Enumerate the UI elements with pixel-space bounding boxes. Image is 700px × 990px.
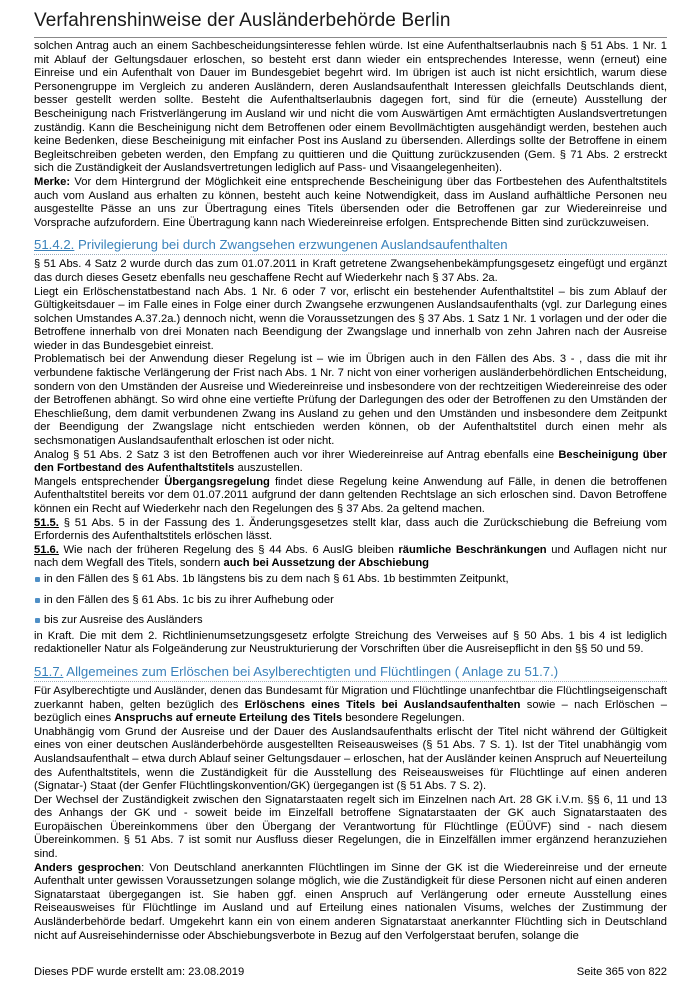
merke-label: Merke:	[34, 175, 71, 188]
section-ref-51-5: 51.5.	[34, 516, 59, 529]
paragraph: solchen Antrag auch an einem Sachbescheidungsinteresse fehlen würde. Ist eine Aufenthaltserlaubnis nach § 51 Abs. 1 Nr. 1 mit Ablauf der Geltungsdauer erloschen, so besteht erst dann wieder ein entsprechendes Interesse, wenn (erneut) eine Einreise und ein Aufenthalt von Dauer im Bundesgebiet begehrt wird. Im übrigen ist auch ist nicht ersichtlich, warum diese Personengruppe im Vergleich zu anderen Ausländern, deren Auslandsaufenthalt Interessen gleichfalls Deutschlands dient, besser gestellt werden sollte. Besteht die Aufenthaltserlaubnis dagegen fort, sind für die (erneute) Ausstellung der Bescheinigung nach Fristverlängerung im Ausland wir und nicht die vom Auswärtigen Amt ermächtigten Auslandsvertretungen zuständig. Kann die Bescheinigung nicht dem Betroffenen oder einem Bevollmächtigten ausgehändigt werden, bestehen auch keine Bedenken, diese Bescheinigung mit einfacher Post ins Ausland zu übersenden. Allerdings sollte der Betroffene in einem Begleitschreiben gebeten werden, den Empfang zu quittieren und die Quittung zurückzusenden (Gem. § 71 Abs. 2 erstreckt sich die Zuständigkeit der Auslandsvertretungen lediglich auf Pass- und Visaangelegenheiten).	[34, 40, 667, 175]
bullet-icon	[35, 577, 40, 582]
paragraph: Problematisch bei der Anwendung dieser Regelung ist – wie im Übrigen auch in den Fällen des Abs. 3 - , dass die mit ihr verbundene faktische Verlängerung der Frist nach Abs. 1 Nr. 7 nicht von einer vorherigen ausländerbehördlichen Entscheidung, sondern von den Umständen der Ausreise und Wiedereinreise und insbesondere von der rechtzeitigen Wiedereinreise des oder der Betroffenen abhängt. So wird ohne eine vertiefte Prüfung der Darlegungen des oder der Betroffenen zu den Umständen der Eheschließung, dem damit verbundenen Zwang ins Ausland zu gehen und den Umständen und insbesondere dem Zeitpunkt der Beendigung der Zwangslage nicht entschieden werden können, ob der Aufenthaltstitel durch einen mehr als sechsmonatigen Auslandsaufenthalt erloschen ist oder nicht.	[34, 353, 667, 448]
section-heading-51-4-2: 51.4.2. Privilegierung bei durch Zwangsehen erzwungenen Auslandsaufenthalten	[34, 236, 667, 255]
list-item: bis zur Ausreise des Ausländers	[34, 614, 667, 628]
bullet-list	[34, 573, 667, 628]
footer-page-number: Seite 365 von 822	[576, 966, 667, 978]
paragraph: Liegt ein Erlöschenstatbestand nach Abs. 1 Nr. 6 oder 7 vor, erlischt ein bestehender Aufenthaltstitel – bis zum Ablauf der Gültigkeitsdauer – im Falle eines in Folge einer durch Zwangsehe erzwungenen Auslandsaufenthalts (vgl. zur Darlegung eines solchen Umstandes A.37.2a.) dennoch nicht, wenn die Voraussetzungen des § 37 Abs. 1 Satz 1 Nr. 1 vorlagen und der oder die Betroffene innerhalb von drei Monaten nach Beendigung der Zwangslage und innerhalb von zehn Jahren nach der Ausreise wieder in das Bundesgebiet einreist.	[34, 285, 667, 352]
bullet-icon	[35, 618, 40, 623]
bullet-icon	[35, 598, 40, 603]
paragraph: Mangels entsprechender Übergangsregelung findet diese Regelung keine Anwendung auf Fälle, in denen die betroffenen Aufenthaltstitel bereits vor dem 01.07.2011 aufgrund der dann geltenden Rechtslage an sich erloschen sind. Davon Betroffene können ein Recht auf Wiederkehr nach den Regelungen des § 37 Abs. 2a geltend machen.	[34, 475, 667, 515]
paragraph: in Kraft. Die mit dem 2. Richtlinienumsetzungsgesetz erfolgte Streichung des Verweises auf § 50 Abs. 1 bis 4 ist lediglich redaktioneller Natur als Folgeänderung zur Neustrukturierung der Vorschriften über die Ausreisepflicht in den §§ 50 und 59.	[34, 629, 667, 656]
section-ref-51-6: 51.6.	[34, 543, 59, 556]
paragraph: 51.6. Wie nach der früheren Regelung des § 44 Abs. 6 AuslG bleiben räumliche Beschränkungen und Auflagen nicht nur nach dem Wegfall des Titels, sondern auch bei Aussetzung der Abschiebung	[34, 543, 668, 570]
paragraph: § 51 Abs. 4 Satz 2 wurde durch das zum 01.07.2011 in Kraft getretene Zwangsehenbekämpfungsgesetz eingefügt und ergänzt das durch dieses Gesetz ebenfalls neu geschaffene Recht auf Wiederkehr nach § 37 Abs. 2a.	[34, 258, 667, 284]
section-heading-51-7: 51.7. Allgemeines zum Erlöschen bei Asylberechtigten und Flüchtlingen ( Anlage zu 51.7.)	[34, 663, 667, 682]
page-header-title: Verfahrenshinweise der Ausländerbehörde Berlin	[34, 10, 667, 38]
annex-link[interactable]: Anlage zu 51.7.	[462, 663, 554, 679]
paragraph: Anders gesprochen: Von Deutschland anerkannten Flüchtlingen im Sinne der GK ist die Wiedereinreise und der erneute Aufenthalt unter gewissen Voraussetzungen solange möglich, wie die Zuständigkeit für diese Personen nicht auf einen anderen Signatarstaat übergegangen ist. Sie haben ggf. einen Anspruch auf Verlängerung oder erneute Ausstellung eines Reiseausweises für Flüchtlinge im Ausland und auf Erteilung eines nationalen Visums, welches der Zustimmung der Ausländerbehörde bedarf. Umgekehrt kann ein von einem anderen Signatarstaat anerkannter Flüchtling sich in Deutschland nicht auf Ausreisehindernisse oder Abschiebungsverbote in Bezug auf den Verfolgerstaat berufen, solange die	[34, 861, 667, 942]
paragraph: Für Asylberechtigte und Ausländer, denen das Bundesamt für Migration und Flüchtlinge unanfechtbar die Flüchtlingseigenschaft zuerkannt haben, gelten bezüglich des Erlöschens eines Titels bei Auslandsaufenthalten sowie – nach Erlöschen – bezüglich eines Anspruchs auf erneute Erteilung des Titels besondere Regelungen.	[34, 684, 667, 725]
paragraph: Analog § 51 Abs. 2 Satz 3 ist den Betroffenen auch vor ihrer Wiedereinreise auf Antrag ebenfalls eine Bescheinigung über den Fortbestand des Aufenthaltstitels auszustellen.	[34, 448, 668, 475]
paragraph: Der Wechsel der Zuständigkeit zwischen den Signatarstaaten regelt sich im Einzelnen nach Art. 28 GK i.V.m. §§ 6, 11 und 13 des Anhangs der GK und - soweit beide im Einzelfall betroffene Signatarstaaten der GK auch Signatarstaaten des Europäischen Übereinkommens über den Übergang der Verantwortung für Flüchtlinge (EÜÜVF) sind - nach diesem Übereinkommen. § 51 Abs. 7 ist somit nur Ausfluss dieser Regelungen, die in Einzelfällen immer ergänzend heranzuziehen sind.	[34, 793, 667, 861]
paragraph: Unabhängig vom Grund der Ausreise und der Dauer des Auslandsaufenthalts erlischt der Titel nicht während der Gültigkeit eines von einer deutschen Ausländerbehörde ausgestellten Reiseausweises (§ 51 Abs. 7 S. 1). Ist der Titel unabhängig vom Auslandsaufenthalt – etwa durch Ablauf seiner Geltungsdauer – erloschen, hat der Ausländer keinen Anspruch auf Neuerteilung des Aufenthaltstitels, wenn die Zuständigkeit für die Ausstellung des Reiseausweises für Flüchtlinge auf einen anderen (Signatar-) Staat (der Genfer Flüchtlingskonvention/GK) üergegangen ist (§ 51 Abs. 7 S. 2).	[34, 725, 667, 793]
list-item: in den Fällen des § 61 Abs. 1b längstens bis zu dem nach § 61 Abs. 1b bestimmten Zeitpunkt,	[34, 573, 667, 587]
list-item: in den Fällen des § 61 Abs. 1c bis zu ihrer Aufhebung oder	[34, 594, 667, 608]
merke-paragraph: Merke: Vor dem Hintergrund der Möglichkeit eine entsprechende Bescheinigung über das Fortbestehen des Aufenthaltstitels auch vom Ausland aus erhalten zu können, besteht auch keine Notwendigkeit, dass im Ausland aufhältliche Personen neu ausgestellte Pässe an uns zur Übertragung eines Titels übersenden oder die Betroffenen gar zur Wiedereinreise und Vorsprache aufzufordern. Eine Übertragung kann nach Wiedereinreise erfolgen. Entsprechende Bitten sind zurückzuweisen.	[34, 175, 667, 229]
section-number-link[interactable]: 51.7.	[34, 663, 64, 679]
paragraph: 51.5. § 51 Abs. 5 in der Fassung des 1. Änderungsgesetzes stellt klar, dass auch die Zurückschiebung die Befreiung vom Erfordernis des Aufenthaltstitels erlöschen lässt.	[34, 516, 667, 543]
page-footer	[34, 966, 667, 978]
document-page	[34, 10, 667, 943]
section-number-link[interactable]: 51.4.2.	[34, 237, 75, 253]
footer-created-date: Dieses PDF wurde erstellt am: 23.08.2019	[34, 966, 245, 978]
